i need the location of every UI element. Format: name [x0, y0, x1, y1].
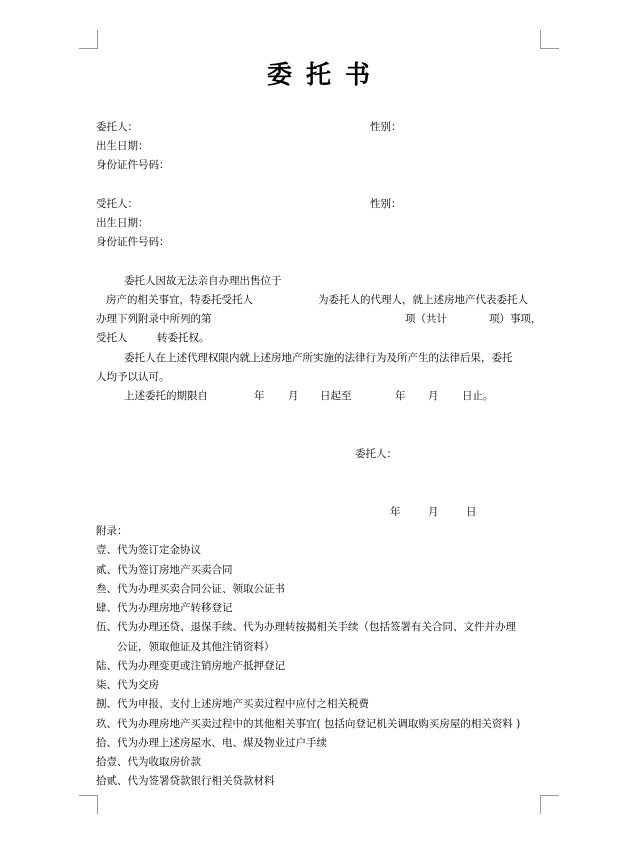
appendix-item: 贰、代为签订房地产买卖合同: [96, 564, 233, 576]
body-p3-month2: 月: [428, 390, 439, 402]
agent-birth-label: 出生日期：: [96, 217, 149, 229]
signature-year: 年: [390, 506, 401, 518]
appendix-item: 玖、代为办理房地产买卖过程中的其他相关事宜( 包括向登记机关调取购买房屋的相关资料 ): [96, 718, 521, 730]
body-p3-month1: 月: [288, 390, 299, 402]
body-p3-year2: 年: [395, 390, 406, 402]
agent-name-label: 受托人：: [96, 198, 138, 210]
signature-label: 委托人：: [355, 448, 397, 460]
body-p3-day2: 日止。: [462, 390, 494, 402]
body-p3-year1: 年: [254, 390, 265, 402]
page-corner-mark-top-right: [540, 30, 559, 49]
appendix-item: 肆、代为办理房地产转移登记: [96, 602, 233, 614]
principal-gender-label: 性别：: [370, 121, 402, 133]
document-title: 委托书: [266, 60, 384, 89]
body-p1-line4-b: 转委托权。: [157, 332, 210, 344]
appendix-item: 拾、代为办理上述房屋水、电、煤及物业过户手续: [96, 737, 327, 749]
appendix-item: 柒、代为交房: [96, 679, 159, 691]
agent-gender-label: 性别：: [370, 198, 402, 210]
appendix-item: 伍、代为办理还贷、退保手续、代为办理转按揭相关手续（包括签署有关合同、文件并办理: [96, 621, 516, 633]
principal-id-label: 身份证件号码：: [96, 159, 170, 171]
appendix-heading: 附录：: [96, 525, 128, 537]
appendix-item: 捌、代为申报、支付上述房地产买卖过程中应付之相关税费: [96, 698, 369, 710]
appendix-item: 叁、代为办理买卖合同公证、领取公证书: [96, 583, 285, 595]
appendix-item: 拾壹、代为收取房价款: [96, 756, 201, 768]
body-p1-line1: 委托人因故无法亲自办理出售位于: [124, 275, 282, 287]
body-p3-start: 上述委托的期限自: [124, 390, 208, 402]
page-corner-mark-bottom-left: [79, 795, 98, 814]
agent-id-label: 身份证件号码：: [96, 236, 170, 248]
appendix-item: 拾贰、代为签署贷款银行相关贷款材料: [96, 775, 275, 787]
body-p1-line3-a: 办理下列附录中所列的第: [96, 313, 212, 325]
body-p1-line3-b: 项（共计: [405, 313, 447, 325]
page-corner-mark-top-left: [79, 30, 98, 49]
signature-month: 月: [428, 506, 439, 518]
page-corner-mark-bottom-right: [540, 795, 559, 814]
body-p3-day1: 日起至: [320, 390, 352, 402]
appendix-item: 壹、代为签订定金协议: [96, 544, 201, 556]
body-p2-line1: 委托人在上述代理权限内就上述房地产所实施的法律行为及所产生的法律后果，委托: [124, 352, 513, 364]
body-p1-line2-b: 为委托人的代理人，就上述房地产代表委托人: [318, 294, 528, 306]
body-p1-line3-c: 项）事项，: [489, 313, 542, 325]
signature-day: 日: [466, 506, 477, 518]
body-p1-line2-a: 房产的相关事宜，特委托受托人: [106, 294, 253, 306]
principal-birth-label: 出生日期：: [96, 140, 149, 152]
body-p1-line4-a: 受托人: [96, 332, 128, 344]
appendix-item: 陆、代为办理变更或注销房地产抵押登记: [96, 660, 285, 672]
appendix-item-continuation: 公证，领取他证及其他注销资料）: [117, 641, 275, 653]
principal-name-label: 委托人：: [96, 121, 138, 133]
body-p2-line2: 人均予以认可。: [96, 371, 170, 383]
